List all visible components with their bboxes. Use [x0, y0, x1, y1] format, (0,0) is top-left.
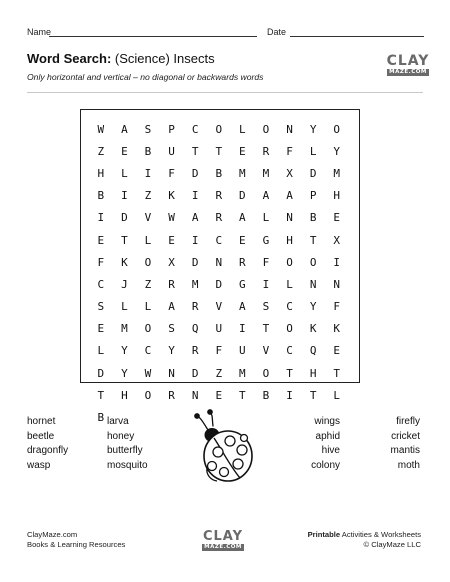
word-list-col-1: [27, 415, 68, 473]
grid-cell: D: [215, 277, 223, 291]
grid-cell: N: [286, 211, 293, 225]
grid-cell: M: [262, 166, 270, 180]
word-list-col-2: [107, 415, 148, 473]
grid-cell: O: [333, 122, 341, 136]
grid-cell: K: [333, 322, 341, 336]
grid-cell: N: [286, 122, 293, 136]
grid-cell: L: [144, 233, 152, 247]
grid-cell: M: [121, 322, 128, 336]
word-item: beetle: [27, 430, 55, 442]
grid-cell: F: [215, 344, 223, 358]
grid-cell: R: [215, 189, 223, 203]
grid-cell: U: [215, 322, 223, 336]
footer-site: ClayMaze.com: [27, 530, 78, 539]
grid-cell: Y: [168, 344, 175, 358]
grid-cell: Y: [309, 300, 317, 314]
grid-cell: X: [333, 233, 341, 247]
word-item: butterfly: [107, 445, 143, 456]
grid-cell: E: [215, 388, 223, 402]
grid-cell: Y: [121, 366, 128, 380]
word-item: moth: [397, 459, 420, 471]
grid-cell: I: [121, 189, 128, 203]
grid-cell: E: [168, 233, 175, 247]
logo-bottom-text: MAZE.COM: [389, 69, 427, 75]
grid-cell: G: [262, 233, 270, 247]
grid-cell: F: [97, 255, 105, 269]
grid-cell: T: [309, 233, 317, 247]
grid-cell: H: [309, 366, 317, 380]
grid-cell: L: [121, 166, 128, 180]
grid-cell: N: [333, 277, 341, 291]
grid-cell: T: [333, 366, 341, 380]
grid-cell: T: [286, 366, 293, 380]
word-item: larva: [107, 416, 129, 427]
grid-cell: Y: [121, 344, 128, 358]
letter-grid: [89, 118, 349, 429]
grid-cell: U: [239, 344, 246, 358]
footer-printable-rest: Activities & Worksheets: [341, 530, 421, 539]
footer-logo-bottom-text: MAZE.COM: [204, 544, 242, 550]
grid-cell: R: [168, 388, 175, 402]
title-bold: Word Search:: [27, 51, 112, 66]
grid-cell: B: [309, 211, 317, 225]
grid-cell: A: [239, 300, 246, 314]
grid-cell: D: [97, 366, 105, 380]
grid-cell: E: [121, 144, 128, 158]
grid-cell: C: [191, 122, 199, 136]
grid-cell: S: [97, 300, 105, 314]
grid-cell: W: [144, 366, 152, 380]
grid-cell: Q: [191, 322, 199, 336]
grid-cell: A: [286, 189, 293, 203]
grid-cell: J: [121, 277, 128, 291]
grid-cell: F: [286, 144, 293, 158]
grid-cell: D: [309, 166, 317, 180]
grid-cell: O: [144, 388, 152, 402]
grid-cell: Z: [97, 144, 105, 158]
footer-logo: [202, 527, 244, 554]
grid-cell: A: [121, 122, 128, 136]
word-item: mantis: [390, 445, 420, 456]
footer-left: [27, 530, 125, 550]
grid-cell: C: [144, 344, 152, 358]
grid-cell: S: [168, 322, 175, 336]
grid-cell: B: [144, 144, 152, 158]
word-item: colony: [311, 459, 340, 471]
page-title: [27, 51, 215, 66]
grid-cell: B: [215, 166, 223, 180]
grid-cell: O: [262, 366, 270, 380]
word-list-col-4: [391, 415, 420, 473]
grid-cell: I: [191, 233, 199, 247]
grid-cell: L: [121, 300, 128, 314]
grid-cell: K: [121, 255, 128, 269]
grid-cell: D: [239, 189, 246, 203]
footer-logo-top-text: CLAY: [202, 529, 244, 544]
grid-cell: L: [239, 122, 246, 136]
word-item: mosquito: [107, 459, 148, 471]
grid-cell: V: [262, 344, 270, 358]
grid-cell: T: [309, 388, 317, 402]
footer-right: [308, 530, 421, 550]
grid-cell: L: [286, 277, 293, 291]
name-label: Name: [27, 27, 52, 37]
grid-cell: D: [191, 166, 199, 180]
grid-cell: Y: [333, 144, 341, 158]
grid-cell: T: [262, 322, 270, 336]
grid-cell: T: [239, 388, 246, 402]
footer-printable: [308, 530, 421, 540]
grid-cell: B: [97, 189, 105, 203]
grid-cell: H: [97, 166, 105, 180]
grid-cell: S: [262, 300, 270, 314]
grid-cell: O: [262, 122, 270, 136]
grid-cell: H: [121, 388, 128, 402]
grid-cell: F: [333, 300, 341, 314]
grid-cell: T: [191, 144, 199, 158]
word-item: wings: [314, 416, 340, 427]
grid-cell: H: [333, 189, 341, 203]
grid-cell: E: [97, 233, 105, 247]
grid-cell: R: [262, 144, 270, 158]
grid-cell: M: [333, 166, 341, 180]
grid-cell: N: [168, 366, 175, 380]
grid-cell: S: [144, 122, 152, 136]
grid-cell: T: [215, 144, 223, 158]
grid-cell: A: [191, 211, 199, 225]
grid-cell: P: [168, 122, 175, 136]
word-item: hive: [321, 445, 340, 456]
grid-cell: Z: [144, 277, 152, 291]
grid-cell: L: [262, 211, 270, 225]
ladybug-icon: [192, 408, 258, 488]
grid-cell: P: [309, 189, 317, 203]
claymaze-logo: [386, 52, 430, 79]
grid-cell: Z: [144, 189, 152, 203]
grid-cell: V: [144, 211, 152, 225]
grid-cell: A: [239, 211, 246, 225]
grid-cell: U: [168, 144, 175, 158]
grid-cell: H: [286, 233, 293, 247]
grid-cell: I: [191, 189, 199, 203]
grid-cell: E: [333, 344, 341, 358]
grid-cell: F: [262, 255, 270, 269]
grid-cell: Y: [309, 122, 317, 136]
grid-cell: O: [309, 255, 317, 269]
grid-cell: R: [191, 300, 199, 314]
title-topic: (Science) Insects: [114, 51, 215, 66]
grid-cell: X: [168, 255, 175, 269]
grid-cell: E: [97, 322, 105, 336]
grid-cell: I: [262, 277, 270, 291]
grid-cell: R: [191, 344, 199, 358]
grid-cell: A: [262, 189, 270, 203]
grid-cell: L: [144, 300, 152, 314]
grid-cell: M: [191, 277, 199, 291]
footer-tagline: Books & Learning Resources: [27, 540, 126, 549]
grid-cell: Q: [309, 344, 317, 358]
footer-printable-bold: Printable: [307, 530, 341, 539]
grid-cell: O: [144, 322, 152, 336]
grid-cell: K: [309, 322, 317, 336]
logo-top-text: CLAY: [386, 53, 430, 69]
grid-cell: I: [97, 211, 105, 225]
grid-cell: R: [168, 277, 175, 291]
instructions: Only horizontal and vertical – no diagonal or backwards words: [27, 72, 264, 82]
grid-cell: M: [239, 166, 246, 180]
grid-cell: O: [144, 255, 152, 269]
grid-cell: C: [286, 300, 293, 314]
grid-cell: T: [121, 233, 128, 247]
grid-cell: A: [168, 300, 175, 314]
grid-cell: T: [97, 388, 105, 402]
grid-cell: N: [191, 388, 199, 402]
grid-cell: I: [144, 166, 152, 180]
grid-cell: N: [309, 277, 317, 291]
header-divider: [27, 92, 423, 93]
grid-cell: R: [215, 211, 223, 225]
grid-cell: O: [286, 255, 293, 269]
name-line: [49, 36, 257, 37]
word-item: cricket: [391, 430, 420, 442]
grid-cell: Z: [215, 366, 223, 380]
grid-cell: N: [215, 255, 223, 269]
grid-cell: E: [239, 144, 246, 158]
date-line: [290, 36, 424, 37]
grid-cell: L: [309, 144, 317, 158]
grid-cell: W: [97, 122, 105, 136]
grid-cell: G: [239, 277, 246, 291]
grid-cell: E: [333, 211, 341, 225]
grid-cell: M: [239, 366, 246, 380]
word-item: firefly: [396, 416, 420, 427]
grid-cell: L: [333, 388, 341, 402]
grid-cell: E: [239, 233, 246, 247]
grid-cell: O: [215, 122, 223, 136]
grid-cell: I: [286, 388, 293, 402]
grid-cell: B: [97, 411, 105, 425]
word-item: honey: [107, 430, 135, 442]
grid-cell: W: [168, 211, 175, 225]
grid-cell: V: [215, 300, 223, 314]
grid-cell: K: [168, 189, 175, 203]
grid-cell: O: [286, 322, 293, 336]
grid-cell: F: [168, 166, 175, 180]
footer-copyright: © ClayMaze LLC: [363, 540, 421, 549]
grid-cell: B: [262, 388, 270, 402]
date-label: Date: [267, 27, 287, 37]
grid-cell: I: [239, 322, 246, 336]
grid-cell: L: [97, 344, 105, 358]
word-item: aphid: [315, 430, 340, 442]
grid-cell: X: [286, 166, 293, 180]
grid-cell: C: [215, 233, 223, 247]
grid-cell: R: [239, 255, 246, 269]
grid-cell: D: [121, 211, 128, 225]
grid-cell: I: [333, 255, 341, 269]
grid-cell: C: [286, 344, 293, 358]
grid-cell: D: [191, 255, 199, 269]
word-item: wasp: [27, 459, 51, 471]
grid-cell: C: [97, 277, 105, 291]
word-item: hornet: [27, 416, 56, 427]
grid-cell: D: [191, 366, 199, 380]
word-item: dragonfly: [27, 445, 69, 456]
word-list-col-3: [311, 415, 340, 473]
